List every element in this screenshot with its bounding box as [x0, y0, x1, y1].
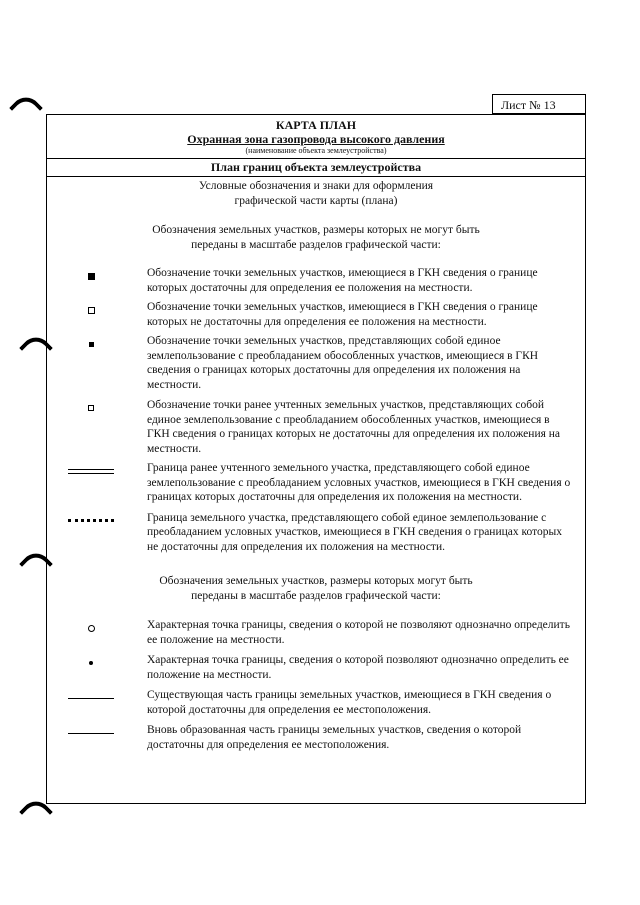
legend-item-text: Обозначение точки земельных участков, представляющих собой единое землепользование с преобладанием обособленных участков, имеющиеся в ГКН сведения о границах которых достаточны для определения их положения на местности.	[147, 335, 539, 391]
legend-item-text: Характерная точка границы, сведения о которой не позволяют однозначно определить ее положение на местности.	[147, 619, 570, 646]
filled-square-large-icon	[47, 270, 135, 282]
filled-dot-icon	[47, 657, 135, 669]
legend-item	[47, 398, 585, 456]
document-frame	[46, 114, 586, 804]
section2-title-line: Обозначения земельных участков, размеры которых могут быть	[159, 575, 473, 587]
page-title: КАРТА ПЛАН	[275, 118, 357, 132]
legend-item	[47, 461, 585, 505]
section2-title	[47, 574, 585, 604]
object-name: Охранная зона газопровода высокого давления	[187, 132, 445, 146]
legend-item-text: Граница земельного участка, представляющего собой единое землепользование с преобладанием условных участков, имеющиеся в ГКН сведения о границах которых не достаточны для определения их положения на местности.	[147, 511, 562, 553]
open-circle-icon	[47, 622, 135, 634]
open-square-large-icon	[47, 304, 135, 316]
section1-title-line: Обозначения земельных участков, размеры которых не могут быть	[152, 224, 480, 236]
scan-mark	[9, 91, 43, 125]
legend-item	[47, 653, 585, 682]
dotted-line-icon	[47, 515, 135, 527]
legend-item	[47, 511, 585, 555]
section1-title-line: переданы в масштабе разделов графической части:	[191, 239, 441, 251]
legend-item-text: Обозначение точки земельных участков, имеющиеся в ГКН сведения о границе которых достаточны для определения ее положения на местности.	[147, 267, 538, 294]
legend-item	[47, 300, 585, 329]
legend-item-text: Обозначение точки земельных участков, имеющиеся в ГКН сведения о границе которых не достаточны для определения ее положения на местности.	[147, 301, 538, 328]
legend-item-text: Граница ранее учтенного земельного участка, представляющего собой единое землепользование с преобладанием условных участков, имеющиеся в ГКН сведения о границах которых достаточны для определения их положения на местности.	[147, 462, 571, 503]
header-block	[47, 115, 585, 159]
double-line-icon	[47, 465, 135, 477]
legend-item	[47, 618, 585, 647]
legend-intro	[47, 179, 585, 209]
legend-item	[47, 334, 585, 392]
filled-square-small-icon	[47, 338, 135, 350]
plan-title: План границ объекта землеустройства	[210, 160, 422, 174]
legend-intro-line: графической части карты (плана)	[234, 195, 398, 207]
legend-item-text: Обозначение точки ранее учтенных земельных участков, представляющих собой единое землепользование с преобладанием обособленных участков, имеющиеся в ГКН сведения о границах которых не достаточны для определения их положения на местности.	[147, 399, 561, 455]
legend-item-text: Характерная точка границы, сведения о которой позволяют однозначно определить ее положение на местности.	[147, 654, 569, 681]
section1-title	[47, 223, 585, 253]
plan-title-row	[47, 159, 585, 177]
object-caption: (наименование объекта землеустройства)	[245, 146, 387, 155]
legend-item	[47, 723, 585, 752]
legend-intro-line: Условные обозначения и знаки для оформления	[198, 180, 434, 192]
section2-title-line: переданы в масштабе разделов графической части:	[191, 590, 441, 602]
solid-line-icon	[47, 692, 135, 704]
legend-item-text: Существующая часть границы земельных участков, имеющиеся в ГКН сведения о которой достаточны для определения ее местоположения.	[147, 689, 552, 716]
legend-item	[47, 266, 585, 295]
open-square-small-icon	[47, 402, 135, 414]
legend-item	[47, 688, 585, 717]
sheet-number: Лист № 13	[492, 94, 586, 114]
legend-item-text: Вновь образованная часть границы земельных участков, сведения о которой достаточны для определения ее местоположения.	[147, 724, 522, 751]
solid-line-icon	[47, 727, 135, 739]
